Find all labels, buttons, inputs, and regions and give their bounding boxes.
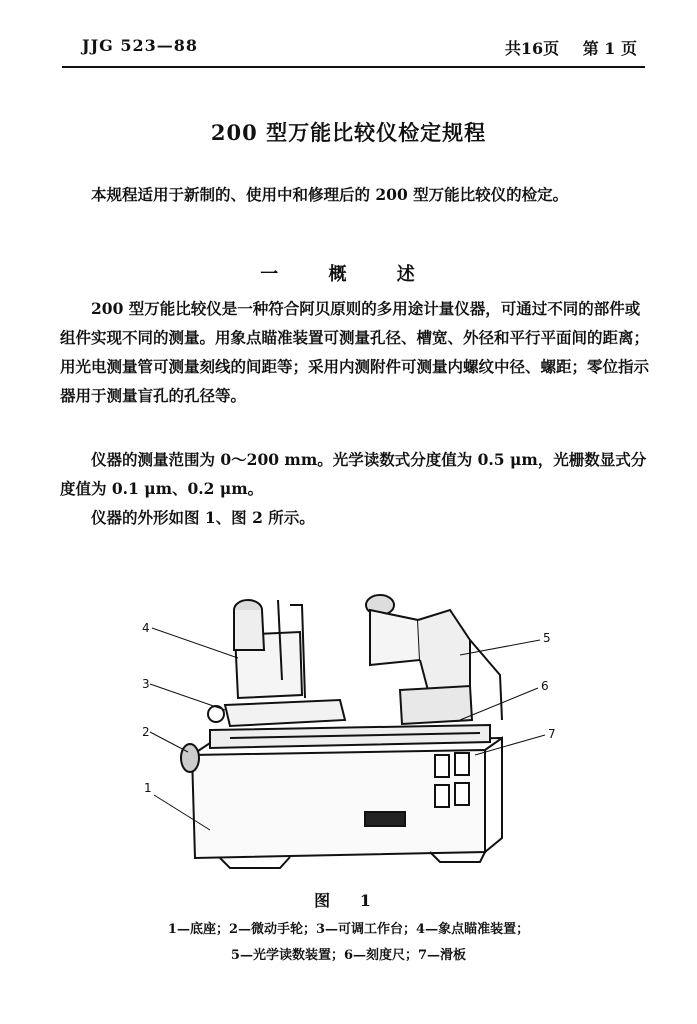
callout-4: 4 — [142, 621, 150, 635]
section-paragraph-1: 200 型万能比较仪是一种符合阿贝原则的多用途计量仪器，可通过不同的部件或组件实现不同的测量。用象点瞄准装置可测量孔径、槽宽、外径和平行平面间的距离；用光电测量管可测量刻线的间距等；采用内测附件可测量内螺纹中径、螺距；零位指示器用于测量盲孔的孔径等。 — [60, 299, 650, 405]
instrument-illustration — [130, 580, 580, 890]
callout-2: 2 — [142, 725, 150, 739]
total-pages: 共16页 — [504, 39, 560, 58]
figure-legend-line-2: 5—光学读数装置；6—刻度尺；7—滑板 — [230, 948, 467, 963]
header-rule — [62, 66, 645, 68]
callout-3: 3 — [142, 677, 150, 691]
figure-caption: 图 1 — [314, 891, 383, 910]
callout-5: 5 — [543, 631, 551, 645]
section-paragraph-3: 仪器的外形如图 1、图 2 所示。 — [91, 508, 315, 527]
figure-legend-line-1: 1—底座；2—微动手轮；3—可调工作台；4—象点瞄准装置； — [167, 922, 530, 937]
intro-paragraph: 本规程适用于新制的、使用中和修理后的 200 型万能比较仪的检定。 — [91, 185, 569, 204]
callout-6: 6 — [541, 679, 549, 693]
instrument-drawing — [181, 595, 502, 868]
callout-7: 7 — [548, 727, 556, 741]
section-heading: 一 概 述 — [260, 264, 437, 285]
section-paragraph-2: 仪器的测量范围为 0～200 mm。光学读数式分度值为 0.5 μm，光栅数显式分度值为 0.1 μm、0.2 μm。 — [60, 450, 647, 498]
page-title: 200 型万能比较仪检定规程 — [210, 120, 487, 145]
standard-code: JJG 523—88 — [82, 36, 199, 55]
callout-1: 1 — [144, 781, 152, 795]
page-number: 第 1 页 — [582, 39, 637, 58]
page-info — [487, 36, 637, 59]
